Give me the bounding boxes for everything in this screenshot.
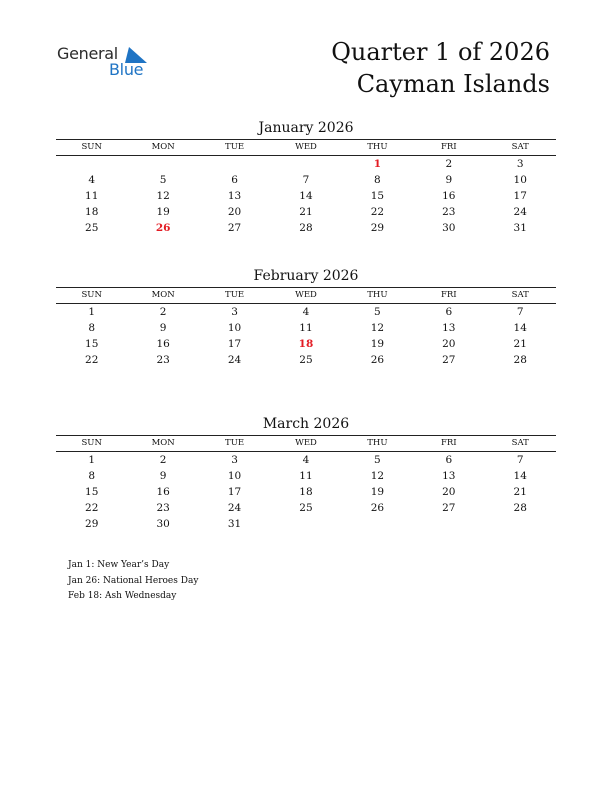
day-cell: 20 [442,338,456,350]
weekday-header: SAT [511,290,529,300]
day-cell: 10 [227,322,242,334]
day-cell: 9 [159,470,167,482]
day-cell: 16 [156,486,170,498]
month-calendar [56,414,556,532]
day-cell: 5 [159,174,167,186]
month-title: March 2026 [262,416,350,432]
day-cell: 24 [227,354,242,366]
day-cell: 31 [227,518,242,530]
day-cell: 27 [442,502,456,514]
day-cell: 12 [156,190,170,202]
day-cell: 20 [227,206,242,218]
day-cell: 8 [374,174,381,186]
month-title: January 2026 [258,120,354,136]
day-cell: 19 [370,486,385,498]
week-row [56,452,556,468]
holiday-day-cell: 1 [373,158,382,170]
day-cell: 22 [85,502,99,514]
day-cell: 28 [513,354,527,366]
day-cell: 26 [370,354,385,366]
weekday-header-row [56,436,556,452]
weekday-header: SAT [511,438,529,448]
weekday-header: FRI [440,142,457,152]
country-title: Cayman Islands [356,70,550,98]
day-cell: 7 [516,454,524,466]
week-row [56,500,556,516]
week-row [56,516,556,532]
day-cell: 29 [370,222,385,234]
month-calendar [56,266,556,368]
day-cell [199,156,270,172]
day-cell: 31 [513,222,527,234]
day-cell [413,516,484,532]
day-cell: 17 [227,338,242,350]
weekday-header: TUE [225,438,245,448]
day-cell: 18 [299,486,313,498]
day-cell: 21 [513,486,527,498]
weekday-header: TUE [225,290,245,300]
day-cell: 6 [445,306,453,318]
day-cell: 2 [445,158,453,170]
day-cell: 2 [159,454,167,466]
day-cell: 6 [445,454,453,466]
weekday-header-row [56,288,556,304]
month-calendar [56,118,556,236]
day-cell: 27 [442,354,456,366]
day-cell: 14 [299,190,313,202]
day-cell: 2 [159,306,167,318]
day-cell: 17 [227,486,242,498]
day-cell: 7 [516,306,524,318]
day-cell: 6 [231,174,238,186]
weekday-header: TUE [225,142,245,152]
logo [57,44,157,84]
day-cell: 11 [299,470,313,482]
weekday-header: WED [295,290,317,300]
week-row [56,484,556,500]
holiday-day-cell: 26 [155,222,171,234]
page-title [331,36,550,100]
day-cell: 9 [159,322,167,334]
day-cell: 16 [156,338,170,350]
day-cell: 23 [156,354,170,366]
day-cell: 14 [513,470,527,482]
day-cell: 5 [374,454,381,466]
day-cell: 13 [442,470,456,482]
day-cell: 11 [85,190,99,202]
holiday-note: Feb 18: Ash Wednesday [68,591,177,601]
day-cell: 11 [299,322,313,334]
day-cell: 1 [88,454,96,466]
month-title: February 2026 [253,268,359,284]
weekday-header: FRI [440,438,457,448]
day-cell: 4 [302,306,310,318]
day-cell: 27 [227,222,242,234]
day-cell [127,156,198,172]
day-cell: 12 [370,470,385,482]
day-cell: 1 [88,306,96,318]
week-row [56,336,556,352]
day-cell: 10 [513,174,527,186]
day-cell: 25 [299,354,313,366]
weekday-header: THU [367,142,388,152]
day-cell: 30 [442,222,456,234]
weekday-header: THU [367,438,388,448]
week-row [56,352,556,368]
weekday-header: MON [151,438,175,448]
holiday-notes [68,558,198,605]
day-cell: 17 [513,190,527,202]
day-cell: 21 [299,206,313,218]
day-cell: 16 [442,190,456,202]
quarter-title: Quarter 1 of 2026 [331,38,550,66]
weekday-header: SUN [81,142,102,152]
week-row [56,204,556,220]
week-row [56,156,556,172]
day-cell: 22 [370,206,385,218]
weekday-header: SUN [81,290,102,300]
day-cell: 8 [88,322,96,334]
day-cell: 15 [85,486,99,498]
day-cell: 4 [88,174,96,186]
day-cell: 30 [156,518,170,530]
day-cell: 28 [513,502,527,514]
day-cell [342,516,413,532]
day-cell: 26 [370,502,385,514]
day-cell: 9 [445,174,453,186]
day-cell: 22 [85,354,99,366]
weekday-header: MON [151,142,175,152]
weekday-header: FRI [440,290,457,300]
day-cell: 15 [85,338,99,350]
weekday-header: SAT [511,142,529,152]
day-cell: 4 [302,454,310,466]
day-cell: 20 [442,486,456,498]
week-row [56,188,556,204]
day-cell [270,516,341,532]
weekday-header-row [56,140,556,156]
week-row [56,320,556,336]
day-cell: 15 [370,190,385,202]
day-cell: 3 [231,454,238,466]
logo-text-general: General [57,44,118,63]
day-cell [270,156,341,172]
day-cell: 5 [374,306,381,318]
day-cell: 21 [513,338,527,350]
day-cell: 19 [370,338,385,350]
day-cell: 8 [88,470,96,482]
day-cell: 28 [299,222,313,234]
day-cell: 12 [370,322,385,334]
weekday-header: SUN [81,438,102,448]
weekday-header: WED [295,438,317,448]
day-cell: 24 [513,206,527,218]
weekday-header: WED [295,142,317,152]
day-cell: 19 [156,206,170,218]
day-cell: 23 [442,206,456,218]
logo-text-blue: Blue [109,60,144,79]
day-cell: 7 [302,174,310,186]
day-cell: 13 [227,190,242,202]
day-cell: 25 [85,222,99,234]
day-cell [56,156,127,172]
holiday-day-cell: 18 [298,338,314,350]
week-row [56,468,556,484]
day-cell: 13 [442,322,456,334]
week-row [56,220,556,236]
day-cell: 3 [516,158,524,170]
holiday-note: Jan 1: New Year’s Day [68,560,170,570]
day-cell: 10 [227,470,242,482]
day-cell: 23 [156,502,170,514]
week-row [56,172,556,188]
weekday-header: THU [367,290,388,300]
day-cell: 14 [513,322,527,334]
weekday-header: MON [151,290,175,300]
day-cell [485,516,556,532]
week-row [56,304,556,320]
day-cell: 25 [299,502,313,514]
holiday-note: Jan 26: National Heroes Day [68,575,199,586]
day-cell: 24 [227,502,242,514]
day-cell: 18 [85,206,99,218]
day-cell: 29 [85,518,99,530]
day-cell: 3 [231,306,238,318]
